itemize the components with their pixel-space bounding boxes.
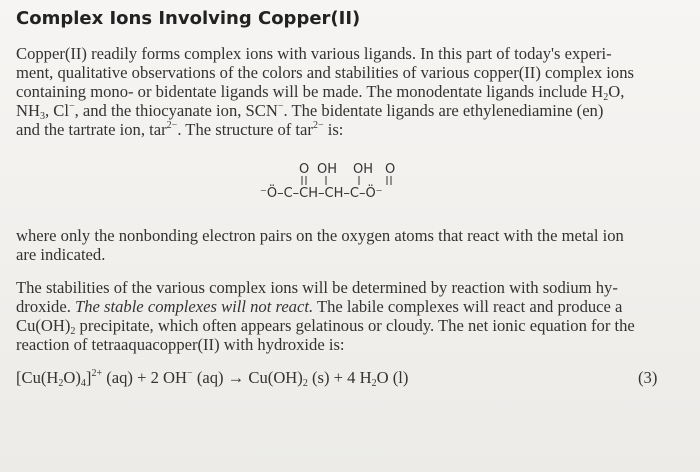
hydroxyl-group-1: OH (317, 162, 338, 177)
carbonyl-oxygen-2: O (385, 162, 396, 177)
paragraph-line: Copper(II) readily forms complex ions with various ligands. In this part of today's experi- (16, 44, 612, 63)
chemical-equation: $[Cu(H_2O)_4]^{2+}$ (aq) + 2 OH− $(aq) \to Cu(OH)_2$ (s) + 4 $H_2O$ (l) (16, 368, 409, 389)
carbon-chain: ⁻Ö–C–CH–CH–C–Ö⁻ (260, 186, 383, 200)
paragraph-line: $Cu(OH)_2$ precipitate, which often appears gelatinous or cloudy. The net ionic equation for the (16, 316, 635, 337)
equation-number: (3) (638, 368, 658, 387)
paragraph-line: $NH_3$, Cl−, and the thiocyanate ion, SCN−. The bidentate ligands are ethylenediamine (en) (16, 101, 604, 122)
paragraph-line: where only the nonbonding electron pairs on the oxygen atoms that react with the metal ion (16, 226, 624, 245)
tartrate-structure (255, 160, 455, 200)
hydroxyl-group-2: OH (353, 162, 374, 177)
paragraph-line: are indicated. (16, 245, 106, 264)
paragraph-line: ment, qualitative observations of the colors and stabilities of various copper(II) complex ions (16, 63, 634, 82)
paragraph-line: and the tartrate ion, tar$^{2-}$. The structure of tar$^{2-}$ is: (16, 120, 344, 139)
paragraph-line: droxide. The stable complexes will not react. The labile complexes will react and produce a (16, 297, 623, 316)
paragraph-line: containing mono- or bidentate ligands will be made. The monodentate ligands include $H_2O$, (16, 82, 625, 103)
section-title: Complex Ions Involving Copper(II) (16, 8, 361, 29)
paragraph-line: The stabilities of the various complex ions will be determined by reaction with sodium hy- (16, 278, 618, 297)
carbonyl-oxygen-1: O (299, 162, 310, 177)
paragraph-line: reaction of tetraaquacopper(II) with hydroxide is: (16, 335, 345, 354)
